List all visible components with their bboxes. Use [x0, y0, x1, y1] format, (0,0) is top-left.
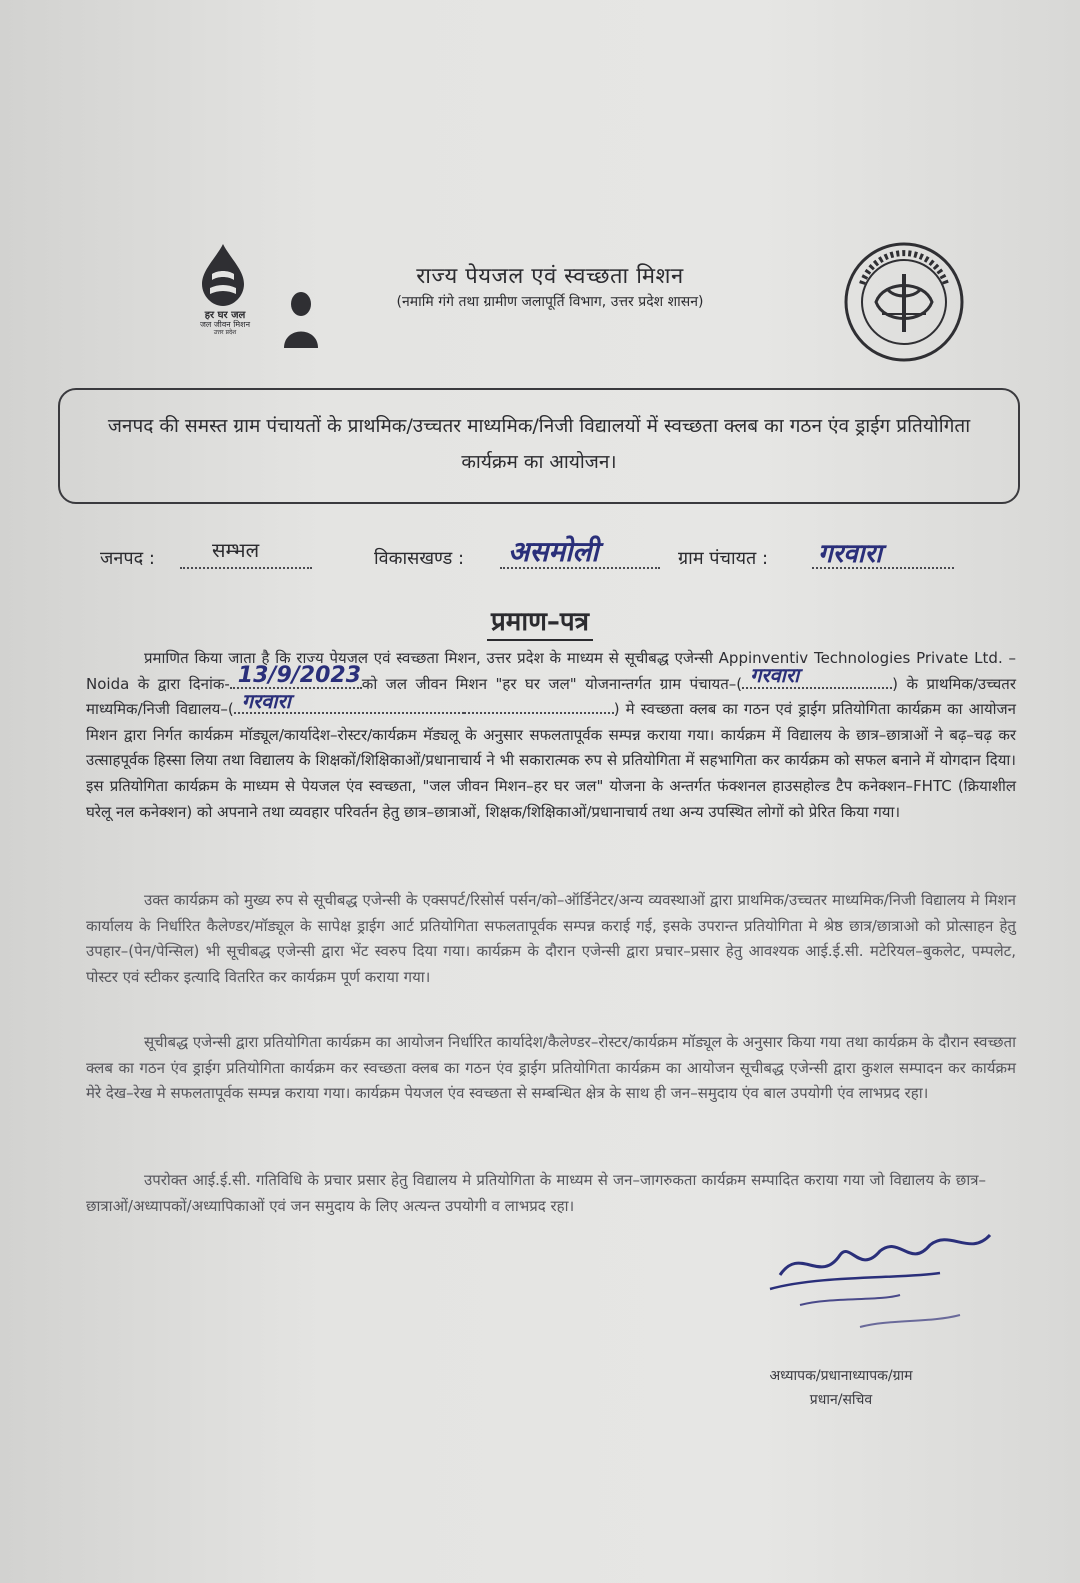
signatory-role	[716, 1364, 966, 1412]
up-government-seal	[842, 240, 966, 364]
role-line-1: अध्यापक/प्रधानाध्यापक/ग्राम	[769, 1368, 913, 1384]
district-label: जनपद :	[100, 548, 155, 569]
portrait-image	[280, 288, 322, 348]
program-title-box: जनपद की समस्त ग्राम पंचायतों के प्राथमिक/उच्चतर माध्यमिक/निजी विद्यालयों में स्वच्छता क्लब का गठन एंव ड्राईग प्रतियोगिता कार्यक्रम का आयोजन।	[58, 388, 1020, 504]
certificate-heading-text: प्रमाण–पत्र	[487, 607, 593, 641]
school-blank	[234, 688, 464, 714]
district-dotted-line	[180, 567, 312, 569]
p1-text-c: ) के प्राथमिक/उच्चतर माध्यमिक/निजी विद्यालय–(	[86, 674, 1016, 719]
paragraph-1	[86, 646, 1016, 825]
mission-title: राज्य पेयजल एवं स्वच्छता मिशन	[416, 264, 684, 289]
mission-subtitle: (नमामि गंगे तथा ग्रामीण जलापूर्ति विभाग, उत्तर प्रदेश शासन)	[396, 294, 704, 310]
school-blank-cont	[464, 698, 614, 714]
p2-text: उक्त कार्यक्रम को मुख्य रुप से सूचीबद्ध एजेन्सी के एक्सपर्ट/रिसोर्स पर्सन/को–ऑर्डिनेटर/अन्य व्यवस्थाओं द्वारा प्राथमिक/उच्चतर माध्यमिक/निजी विद्यालय मे मिशन कार्यालय के निर्धारित कैलेण्डर/मॉड्यूल के सापेक्ष ड्राईग आर्ट प्रतियोगिता सफलतापूर्वक सम्पन्न कराई गई, इसके उपरान्त प्रतियोगिता मे श्रेष्ठ छात्र/छात्राओ को प्रोत्साहन हेतु उपहार–(पेन/पेन्सिल) भी सूचीबद्ध एजेन्सी द्वारा भेंट स्वरुप दिया गया। कार्यक्रम के दौरान एजेन्सी द्वारा प्रचार–प्रसार हेतु आवश्यक आई.ई.सी. मटेरियल–बुकलेट, पम्पलेट, पोस्टर एवं स्टीकर इत्यादि वितरित कर कार्यक्रम पूर्ण कराया गया।	[86, 891, 1016, 986]
p1-text-a: प्रमाणित किया जाता है कि राज्य पेयजल एवं स्वच्छता मिशन, उत्तर प्रदेश के माध्यम से सूचीबद्ध एजेन्सी Appinventiv Technologies Private Ltd. – Noida के द्वारा दिनांक-	[86, 649, 1016, 693]
letterhead	[0, 240, 1080, 360]
location-fields	[0, 530, 1080, 580]
block-value: असमोली	[508, 535, 599, 568]
panchayat-blank	[742, 663, 892, 689]
water-drop-icon	[188, 240, 258, 310]
p3-text: सूचीबद्ध एजेन्सी द्वारा प्रतियोगिता कार्यक्रम का आयोजन निर्धारित कार्यादेश/कैलेण्डर–रोस्टर/कार्यक्रम मॉड्यूल के अनुसार किया गया तथा कार्यक्रम के दौरान स्वच्छता क्लब का गठन एंव ड्राईग प्रतियोगिता कार्यक्रम कर स्वच्छता क्लब का गठन एंव ड्राईग प्रतियोगिता कार्यक्रम का आयोजन सूचीबद्ध एजेन्सी द्वारा कुशल सम्पादन कर कार्यक्रम मेरे देख–रेख मे सफलतापूर्वक सम्पन्न कराया गया। कार्यक्रम पेयजल एंव स्वच्छता से सम्बन्धित क्षेत्र के साथ ही जन–समुदाय एंव बाल उपयोगी एंव लाभप्रद रहा।	[86, 1033, 1016, 1103]
p1-text-d: ) मे स्वच्छता क्लब का गठन एवं ड्राईग प्रतियोगिता कार्यक्रम का आयोजन मिशन द्वारा निर्गत कार्यक्रम मॉड्यूल/कार्यादेश–रोस्टर/कार्यक्रम मॅड्यलू के अनुसार सफलतापूर्वक सम्पन्न कराया गया। कार्यक्रम में विद्यालय के छात्र–छात्राओं ने बढ़–चढ़ कर उत्साहपूर्वक हिस्सा लिया तथा विद्यालय के शिक्षकों/शिक्षिकाओं/प्रधानाचार्य ने भी सकारात्मक रुप से प्रतियोगिता में सहभागिता कर कार्यक्रम को सफल बनाने में योगदान दिया। इस प्रतियोगिता कार्यक्रम के माध्यम से पेयजल एंव स्वच्छता, "जल जीवन मिशन–हर घर जल" योजना के अन्तर्गत फंक्शनल हाउसहोल्ड टैप कनेक्शन–FHTC (क्रियाशील घरेलू नल कनेक्शन) को अपनाने तथा व्यवहार परिवर्तन हेतु छात्र–छात्राओं, शिक्षक/शिक्षिकाओं/प्रधानाचार्य तथा अन्य उपस्थित लोगों को प्रेरित किया गया।	[86, 700, 1016, 821]
paragraph-3	[86, 1030, 1016, 1107]
p4-text: उपरोक्त आई.ई.सी. गतिविधि के प्रचार प्रसार हेतु विद्यालय मे प्रतियोगिता के माध्यम से जन–जागरुकता कार्यक्रम सम्पादित कराया गया जो विद्यालय के छात्र–छात्राओं/अध्यापकों/अध्यापिकाओं एवं जन समुदाय के लिए अत्यन्त उपयोगी व लाभप्रद रहा।	[86, 1171, 986, 1215]
signature-image	[740, 1205, 1040, 1365]
panchayat-label: ग्राम पंचायत :	[678, 548, 769, 569]
block-label: विकासखण्ड :	[374, 548, 465, 569]
certificate-heading	[0, 602, 1080, 638]
paragraph-2	[86, 888, 1016, 990]
p1-school-value: गरवारा	[241, 688, 291, 713]
panchayat-value: गरवारा	[818, 539, 882, 569]
logo-text-2: जल जीवन मिशन	[199, 320, 251, 329]
date-blank	[230, 663, 362, 689]
district-value: सम्भल	[212, 538, 260, 562]
har-ghar-jal-logo	[180, 240, 270, 350]
role-line-2: प्रधान/सचिव	[809, 1392, 873, 1408]
logo-text-1: हर घर जल	[204, 310, 246, 321]
logo-text-3: उत्तर प्रदेश	[213, 328, 237, 336]
p1-text-b: को जल जीवन मिशन "हर घर जल" योजनान्तर्गत ग्राम पंचायत–(	[361, 674, 743, 693]
p1-panchayat-value: गरवारा	[750, 663, 800, 687]
date-value: 13/9/2023	[237, 663, 362, 688]
